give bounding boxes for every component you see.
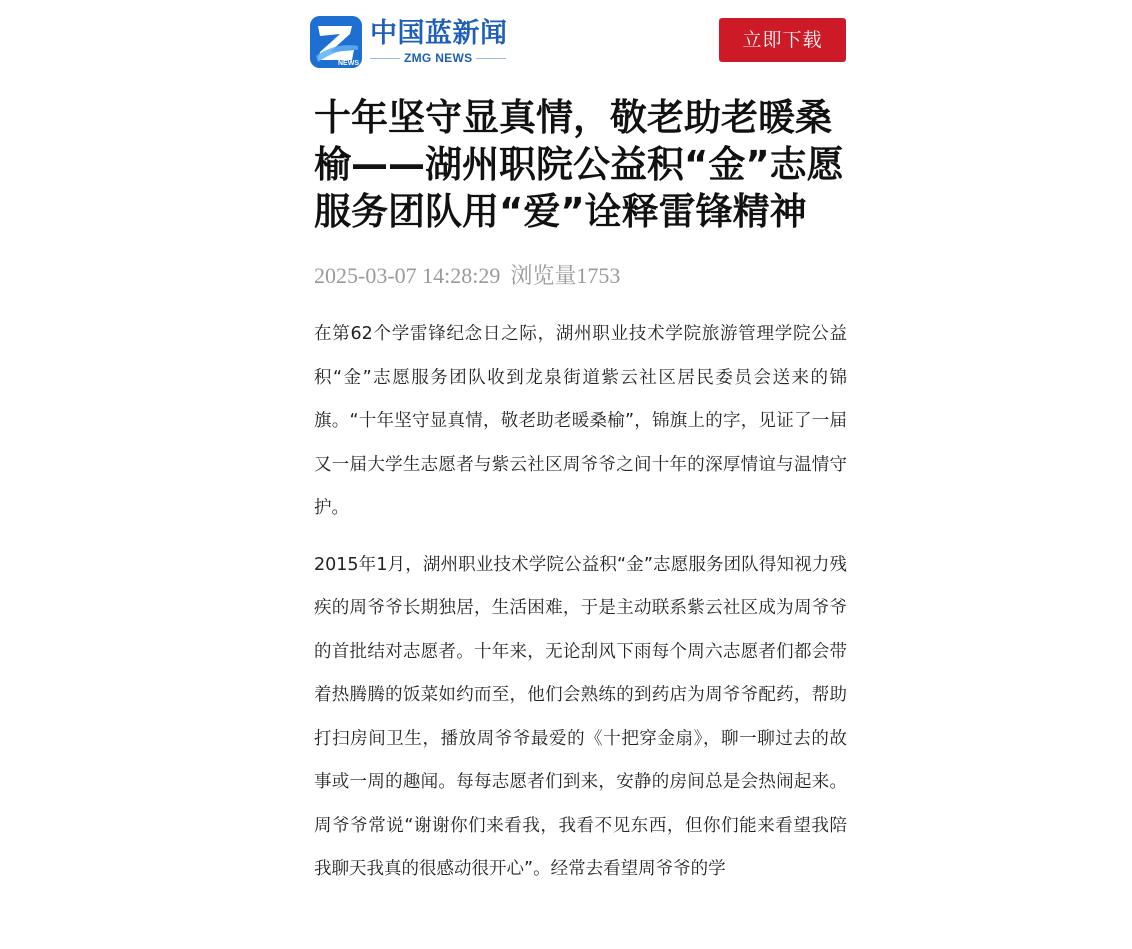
logo-english-name: ZMG NEWS <box>404 51 473 65</box>
view-count: 浏览量1753 <box>510 263 621 288</box>
logo-badge-text: NEWS <box>338 60 359 67</box>
publish-datetime: 2025-03-07 14:28:29 <box>314 263 501 288</box>
logo-divider-left <box>370 58 400 59</box>
article-paragraph-1: 在第62个学雷锋纪念日之际，湖州职业技术学院旅游管理学院公益积“金”志愿服务团队收到龙泉街道紫云社区居民委员会送来的锦旗。“十年坚守显真情，敬老助老暖桑榆”，锦旗上的字，见证了一届又一届大学生志愿者与紫云社区周爷爷之间十年的深厚情谊与温情守护。 <box>314 324 847 518</box>
logo-wordmark <box>370 19 508 65</box>
article-title: 十年坚守显真情，敬老助老暖桑榆——湖州职院公益积“金”志愿服务团队用“爱”诠释雷锋精神 <box>314 96 844 233</box>
logo-divider-right <box>476 58 506 59</box>
logo-chinese-name: 中国蓝新闻 <box>370 18 508 49</box>
top-header <box>314 0 847 80</box>
download-app-button[interactable]: 立即下载 <box>719 18 846 62</box>
logo-english-row <box>370 51 508 65</box>
article-paragraph-2: 2015年1月，湖州职业技术学院公益积“金”志愿服务团队得知视力残疾的周爷爷长期独居，生活困难，于是主动联系紫云社区成为周爷爷的首批结对志愿者。十年来，无论刮风下雨每个周六志愿者们都会带着热腾腾的饭菜如约而至，他们会熟练的到药店为周爷爷配药，帮助打扫房间卫生，播放周爷爷最爱的《十把穿金扇》，聊一聊过去的故事或一周的趣闻。每每志愿者们到来，安静的房间总是会热闹起来。周爷爷常说“谢谢你们来看我，我看不见东西，但你们能来看望我陪我聊天我真的很感动很开心”。经常去看望周爷爷的学 <box>314 554 847 879</box>
article-meta <box>314 261 847 291</box>
zmg-logo-icon <box>310 16 362 68</box>
content-column <box>314 0 847 892</box>
zmg-news-logo[interactable] <box>310 16 520 68</box>
